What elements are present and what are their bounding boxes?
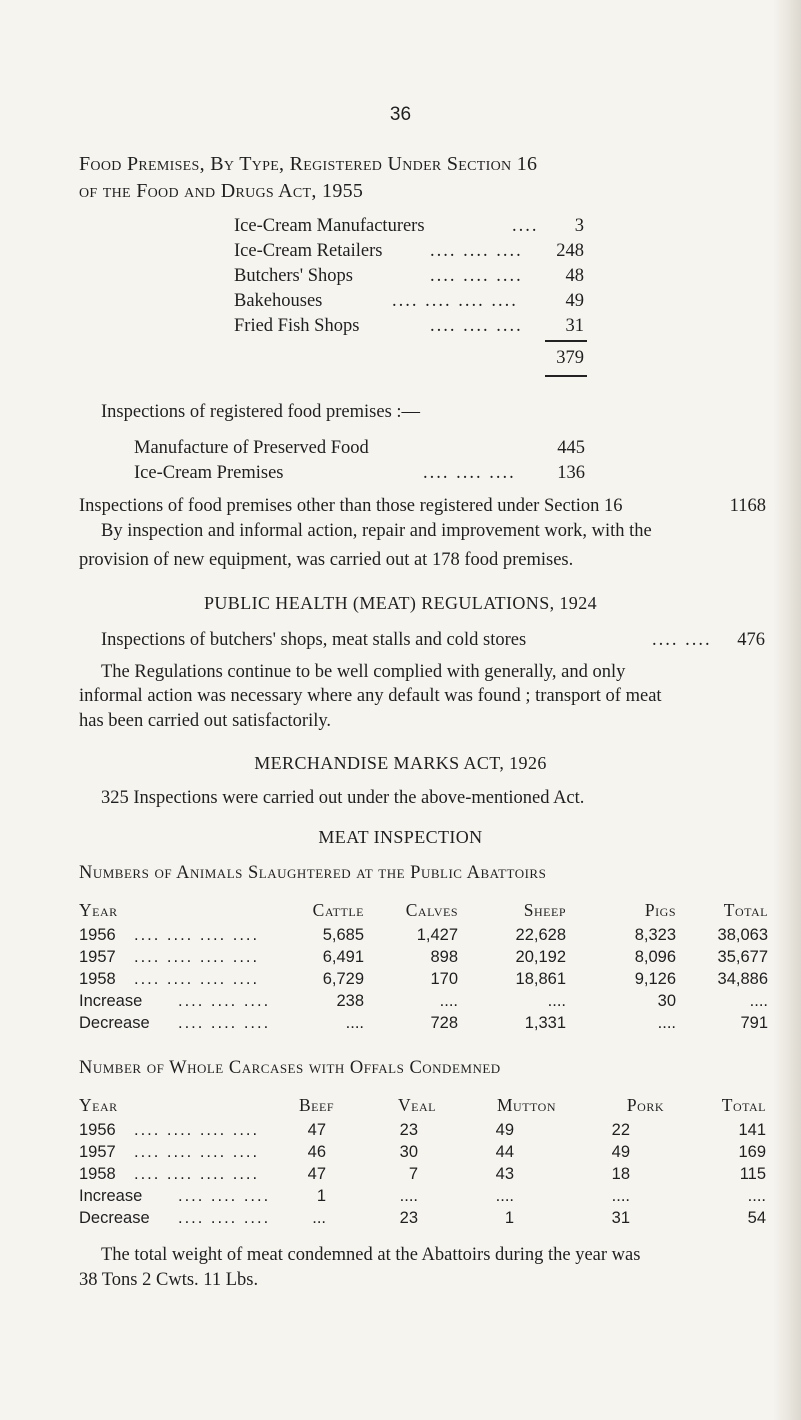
table-cell: 47 xyxy=(307,1121,326,1139)
table-title: Numbers of Animals Slaughtered at the Public Abattoirs xyxy=(79,863,547,883)
table-cell: 728 xyxy=(430,1014,458,1032)
column-header: Mutton xyxy=(496,1095,556,1115)
table-cell: 49 xyxy=(611,1143,630,1161)
row-label: 1957 xyxy=(79,1143,116,1161)
table-cell: 169 xyxy=(738,1143,766,1161)
table-cell: 7 xyxy=(408,1165,418,1183)
total-rule-top xyxy=(545,340,587,342)
table-cell: 170 xyxy=(430,970,458,988)
table-header-row xyxy=(0,1095,801,1117)
table-cell: .... xyxy=(747,1187,766,1205)
list-item-value: 49 xyxy=(565,291,584,311)
column-header: Year xyxy=(79,900,118,920)
table-cell: 6,729 xyxy=(322,970,364,988)
table-cell: .... xyxy=(439,992,458,1010)
leader-dots: .... .... xyxy=(652,630,712,650)
row-label: 1956 xyxy=(79,1121,116,1139)
column-header: Total xyxy=(721,1095,766,1115)
leader-dots: .... .... .... xyxy=(423,463,516,483)
column-header: Calves xyxy=(405,900,458,920)
list-item-value: 31 xyxy=(565,316,584,336)
leader-dots: .... .... .... .... xyxy=(134,926,260,944)
table-cell: ... xyxy=(312,1209,326,1227)
table-cell: 30 xyxy=(657,992,676,1010)
table-cell: 46 xyxy=(307,1143,326,1161)
column-header: Year xyxy=(79,1095,118,1115)
leader-dots: .... .... .... .... xyxy=(134,1121,260,1139)
table-row xyxy=(0,1165,801,1187)
row-label: Increase xyxy=(79,1187,143,1205)
table-cell: .... xyxy=(345,1014,364,1032)
column-header: Pigs xyxy=(644,900,676,920)
table-row xyxy=(0,926,801,948)
row-label: 1958 xyxy=(79,1165,116,1183)
column-header: Beef xyxy=(298,1095,334,1115)
total-rule-bottom xyxy=(545,375,587,377)
row-label: 1957 xyxy=(79,948,116,966)
meat-regs-line: Inspections of butchers' shops, meat stalls and cold stores xyxy=(101,630,527,650)
list-item-value: 248 xyxy=(556,241,584,261)
table-cell: 23 xyxy=(399,1209,418,1227)
leader-dots: .... .... .... xyxy=(178,992,271,1010)
leader-dots: .... .... .... .... xyxy=(392,291,518,311)
leader-dots: .... .... .... xyxy=(430,241,523,261)
merchandise-line: 325 Inspections were carried out under the above-mentioned Act. xyxy=(101,788,585,808)
table-cell: 47 xyxy=(307,1165,326,1183)
paragraph-line: By inspection and informal action, repair and improvement work, with the xyxy=(101,521,652,541)
leader-dots: .... .... .... xyxy=(178,1209,271,1227)
table-cell: .... xyxy=(495,1187,514,1205)
table-row xyxy=(0,948,801,970)
paragraph-line: The Regulations continue to be well complied with generally, and only xyxy=(101,662,626,682)
table-cell: 34,886 xyxy=(717,970,768,988)
table-cell: 20,192 xyxy=(515,948,566,966)
table-cell: 18 xyxy=(611,1165,630,1183)
table-cell: 115 xyxy=(739,1165,766,1183)
other-inspections-value: 1168 xyxy=(729,496,766,516)
leader-dots: .... .... .... .... xyxy=(134,970,260,988)
table-row xyxy=(0,1143,801,1165)
table-cell: 1 xyxy=(504,1209,514,1227)
inspection-label: Ice-Cream Premises xyxy=(134,463,284,483)
list-item-label: Fried Fish Shops xyxy=(234,316,360,336)
table-cell: 18,861 xyxy=(515,970,566,988)
table-row xyxy=(0,992,801,1014)
table-title: Number of Whole Carcases with Offals Condemned xyxy=(79,1058,501,1078)
table-cell: 5,685 xyxy=(322,926,364,944)
table-cell: 238 xyxy=(336,992,364,1010)
table-cell: 1,331 xyxy=(524,1014,566,1032)
paragraph-line: informal action was necessary where any default was found ; transport of meat xyxy=(79,686,662,706)
column-header: Veal xyxy=(398,1095,436,1115)
inspections-intro: Inspections of registered food premises :— xyxy=(101,402,421,422)
table-row xyxy=(0,970,801,992)
column-header: Total xyxy=(723,900,768,920)
paragraph-line: has been carried out satisfactorily. xyxy=(79,711,332,731)
leader-dots: .... .... .... xyxy=(178,1187,271,1205)
other-inspections-line: Inspections of food premises other than those registered under Section 16 xyxy=(79,496,623,516)
column-header: Sheep xyxy=(523,900,566,920)
column-header: Cattle xyxy=(312,900,364,920)
list-item-value: 3 xyxy=(574,216,584,236)
table-cell: 35,677 xyxy=(717,948,768,966)
row-label: 1956 xyxy=(79,926,116,944)
table-cell: 30 xyxy=(399,1143,418,1161)
table-cell: 54 xyxy=(747,1209,766,1227)
list-item-label: Ice-Cream Manufacturers xyxy=(234,216,425,236)
inspection-value: 445 xyxy=(557,438,585,458)
closing-line: 38 Tons 2 Cwts. 11 Lbs. xyxy=(79,1270,259,1290)
leader-dots: .... xyxy=(512,216,539,236)
list-item-label: Butchers' Shops xyxy=(234,266,353,286)
section-title-line1: Food Premises, By Type, Registered Under Section 16 xyxy=(79,153,538,175)
meat-inspection-heading: MEAT INSPECTION xyxy=(318,827,483,847)
table-cell: .... xyxy=(749,992,768,1010)
leader-dots: .... .... .... xyxy=(430,316,523,336)
table-row xyxy=(0,1187,801,1209)
table-row xyxy=(0,1209,801,1231)
table-cell: 31 xyxy=(611,1209,630,1227)
list-total: 379 xyxy=(556,348,584,368)
leader-dots: .... .... .... xyxy=(430,266,523,286)
list-item-value: 48 xyxy=(565,266,584,286)
meat-regs-heading: PUBLIC HEALTH (MEAT) REGULATIONS, 1924 xyxy=(203,593,598,613)
page-number: 36 xyxy=(389,104,412,125)
table-cell: 1,427 xyxy=(416,926,458,944)
table-row xyxy=(0,1014,801,1036)
list-item-label: Ice-Cream Retailers xyxy=(234,241,383,261)
table-cell: 23 xyxy=(399,1121,418,1139)
table-cell: .... xyxy=(547,992,566,1010)
leader-dots: .... .... .... .... xyxy=(134,1165,260,1183)
table-cell: 6,491 xyxy=(322,948,364,966)
table-header-row xyxy=(0,900,801,922)
leader-dots: .... .... .... .... xyxy=(134,948,260,966)
table-cell: .... xyxy=(611,1187,630,1205)
table-cell: 898 xyxy=(430,948,458,966)
list-item-label: Bakehouses xyxy=(234,291,323,311)
row-label: Decrease xyxy=(79,1014,150,1032)
table-cell: 44 xyxy=(495,1143,514,1161)
table-cell: 9,126 xyxy=(634,970,676,988)
row-label: Decrease xyxy=(79,1209,150,1227)
table-cell: 49 xyxy=(495,1121,514,1139)
leader-dots: .... .... .... .... xyxy=(134,1143,260,1161)
inspection-value: 136 xyxy=(557,463,585,483)
table-cell: 22 xyxy=(611,1121,630,1139)
merchandise-heading: MERCHANDISE MARKS ACT, 1926 xyxy=(254,753,547,773)
row-label: 1958 xyxy=(79,970,116,988)
table-cell: .... xyxy=(399,1187,418,1205)
row-label: Increase xyxy=(79,992,143,1010)
table-cell: 141 xyxy=(738,1121,766,1139)
column-header: Pork xyxy=(626,1095,664,1115)
table-cell: 791 xyxy=(740,1014,768,1032)
table-cell: 8,096 xyxy=(634,948,676,966)
table-cell: .... xyxy=(657,1014,676,1032)
table-cell: 22,628 xyxy=(515,926,566,944)
table-cell: 1 xyxy=(316,1187,326,1205)
closing-line: The total weight of meat condemned at the Abattoirs during the year was xyxy=(101,1245,641,1265)
table-cell: 38,063 xyxy=(717,926,768,944)
meat-regs-value: 476 xyxy=(737,630,765,650)
table-cell: 8,323 xyxy=(634,926,676,944)
section-title-line2: of the Food and Drugs Act, 1955 xyxy=(79,180,364,202)
paragraph-line: provision of new equipment, was carried out at 178 food premises. xyxy=(79,550,574,570)
table-row xyxy=(0,1121,801,1143)
table-cell: 43 xyxy=(495,1165,514,1183)
leader-dots: .... .... .... xyxy=(178,1014,271,1032)
inspection-label: Manufacture of Preserved Food xyxy=(134,438,369,458)
